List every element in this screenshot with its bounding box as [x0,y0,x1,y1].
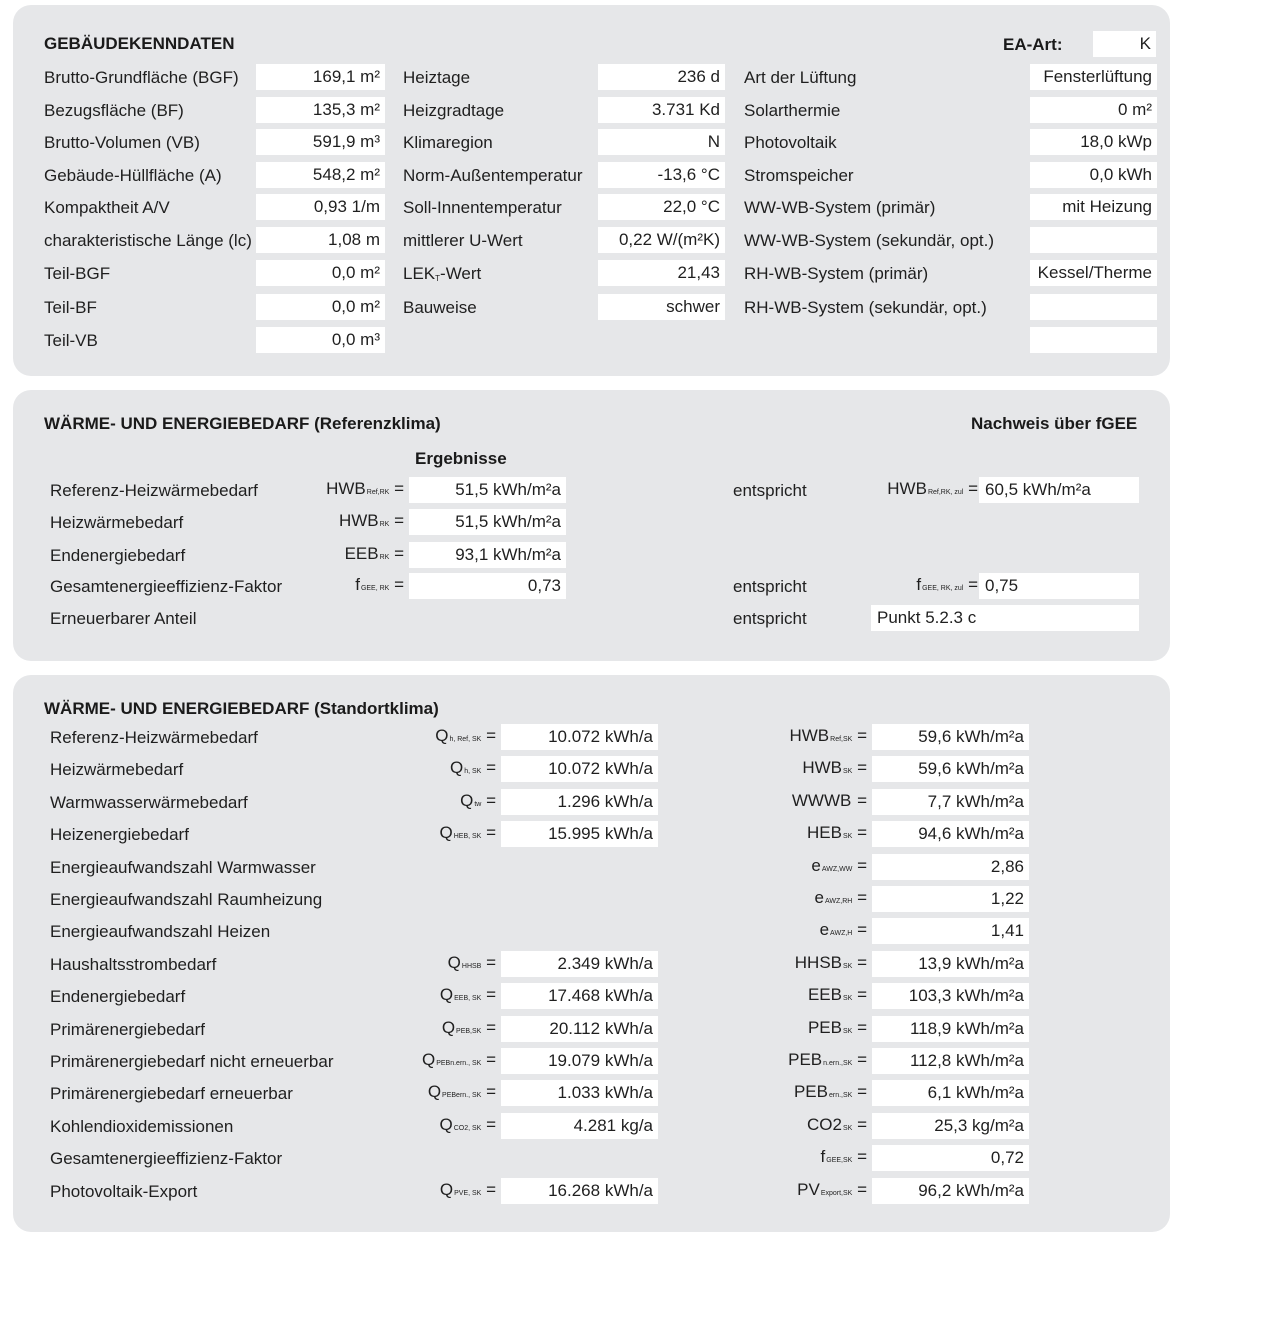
standort-s-value-11: 6,1 kWh/m²a [872,1080,1029,1106]
referenz-symbol-0 [260,475,404,506]
standort-s-symbol-3-equals: = [852,823,867,843]
gebaeude-label-2: Brutto-Volumen (VB) [44,133,200,152]
standort-s-symbol-5-sub: AWZ,RH [824,898,853,905]
gebaeude-col3-value-3: 0,0 kWh [1030,162,1157,188]
gebaeude-col2-value-5: 0,22 W/(m²K) [598,227,725,253]
standort-s-value-2: 7,7 kWh/m²a [872,789,1029,815]
standort-s-symbol-14-main: PV [797,1179,820,1199]
standort-q-symbol-7-main: Q [447,952,461,972]
gebaeude-value-2: 591,9 m³ [256,129,385,155]
standort-s-symbol-5 [717,884,867,915]
standort-s-symbol-0-equals: = [852,726,867,745]
referenz-symbol-2-sub: RK [379,554,390,561]
gebaeude-col3-label-4: WW-WB-System (primär) [744,198,936,217]
gebaeude-label-0: Brutto-Grundfläche (BGF) [44,68,239,87]
standort-q-value-10: 19.079 kWh/a [501,1048,658,1074]
standort-q-symbol-10-equals: = [481,1050,496,1069]
gebaeude-col3-label-7: RH-WB-System (sekundär, opt.) [744,298,987,317]
gebaeude-col2-value-6: 21,43 [598,260,725,286]
standort-s-value-10: 112,8 kWh/m²a [872,1048,1029,1074]
standort-q-value-1: 10.072 kWh/a [501,756,658,782]
standort-s-symbol-10 [717,1046,867,1077]
referenz-symbol-1-equals: = [389,511,404,530]
referenz-right-value-3: 0,75 [979,573,1139,599]
gebaeudekenndaten-title: GEBÄUDEKENNDATEN [44,34,235,53]
standort-q-symbol-0-equals: = [481,726,496,745]
gebaeude-col3-value-6: Kessel/Therme [1030,260,1157,286]
referenz-value-0: 51,5 kWh/m²a [409,477,566,503]
gebaeude-col3-value-1: 0 m² [1030,97,1157,123]
standort-s-symbol-4-sub: AWZ,WW [821,865,853,873]
referenz-label-4: Erneuerbarer Anteil [50,609,197,628]
gebaeude-col3-value-2: 18,0 kWp [1030,129,1157,155]
referenz-right-label-0: entspricht [733,481,807,500]
gebaeude-col2-label-2: Klimaregion [403,133,493,152]
gebaeude-col3-value-0: Fensterlüftung [1030,64,1157,90]
referenz-right-symbol-0-sub: Ref,RK, zul [927,489,964,496]
standort-q-value-14: 16.268 kWh/a [501,1178,658,1204]
standort-s-symbol-6-main: e [819,920,830,940]
standort-q-symbol-3-sub: HEB, SK [453,833,482,841]
standort-s-value-13: 0,72 [872,1145,1029,1171]
standort-s-symbol-11-sub: ern.,SK [828,1092,853,1100]
standort-q-symbol-8-sub: EEB, SK [454,995,482,1003]
gebaeude-col2-label-7: Bauweise [403,298,477,317]
standort-q-symbol-1 [345,754,496,785]
standort-label-10: Primärenergiebedarf nicht erneuerbar [50,1052,334,1071]
standort-q-symbol-0-sub: h, Ref, SK [449,736,482,743]
standort-s-symbol-9-main: PEB [807,1017,842,1037]
standort-q-symbol-2-sub: tw [474,800,482,808]
standort-label-1: Heizwärmebedarf [50,760,184,780]
standort-q-symbol-2 [345,787,496,818]
standort-q-symbol-14 [345,1176,496,1207]
standort-q-symbol-1-equals: = [481,758,496,778]
standort-s-symbol-6-sub: AWZ,H [830,930,853,938]
standort-s-value-7: 13,9 kWh/m²a [872,951,1029,977]
gebaeude-label-4: Kompaktheit A/V [44,198,170,217]
gebaeude-value-6: 0,0 m² [256,260,385,286]
standort-q-symbol-10-main: Q [421,1050,436,1069]
standort-s-symbol-8 [717,981,867,1012]
standort-s-symbol-0 [717,722,867,753]
standort-q-symbol-3-main: Q [439,823,453,843]
referenz-symbol-3 [260,571,404,602]
gebaeude-label-8: Teil-VB [44,331,98,350]
gebaeude-col2-value-3: -13,6 °C [598,162,725,188]
referenz-symbol-3-equals: = [389,575,404,594]
gebaeude-col2-value-1: 3.731 Kd [598,97,725,123]
gebaeude-value-8: 0,0 m³ [256,327,385,353]
standort-s-symbol-12-main: CO2 [807,1114,842,1134]
referenz-right-label-4: entspricht [733,609,807,628]
referenz-symbol-2 [260,540,404,571]
standort-s-symbol-12-equals: = [852,1114,867,1134]
standort-s-symbol-4-main: e [811,855,821,875]
standort-s-symbol-10-equals: = [852,1050,867,1069]
standort-q-symbol-11-sub: PEBern., SK [442,1092,482,1100]
referenz-right-value-0: 60,5 kWh/m²a [979,477,1139,503]
standort-s-symbol-6-equals: = [852,920,867,940]
standort-q-symbol-12-equals: = [481,1114,496,1134]
gebaeude-col3-label-6: RH-WB-System (primär) [744,264,929,283]
standort-q-symbol-11-main: Q [427,1082,442,1102]
standort-s-symbol-12-sub: SK [843,1124,853,1132]
standort-s-symbol-1-sub: SK [843,768,853,776]
referenz-symbol-2-main: EEB [344,544,379,563]
standort-q-symbol-14-main: Q [439,1179,454,1199]
standort-label-0: Referenz-Heizwärmebedarf [50,728,258,747]
standort-q-symbol-12-sub: CO2, SK [453,1124,482,1132]
referenz-label-0: Referenz-Heizwärmebedarf [50,481,258,500]
gebaeude-value-3: 548,2 m² [256,162,385,188]
standort-s-symbol-9 [717,1014,867,1045]
referenz-symbol-2-equals: = [389,544,404,563]
standortklima-title: WÄRME- UND ENERGIEBEDARF (Standortklima) [44,699,439,718]
gebaeude-value-1: 135,3 m² [256,97,385,123]
referenz-value-1: 51,5 kWh/m²a [409,509,566,535]
standort-q-symbol-8 [345,981,496,1012]
gebaeude-col3-label-1: Solarthermie [744,101,841,120]
referenz-label-2: Endenergiebedarf [50,546,186,565]
standort-s-symbol-10-main: PEB [788,1050,823,1069]
standort-s-symbol-4 [717,852,867,883]
standort-s-symbol-5-equals: = [852,888,867,907]
standort-s-symbol-14 [717,1176,867,1207]
standort-s-symbol-0-main: HWB [789,726,830,745]
gebaeude-col3-label-2: Photovoltaik [744,133,837,152]
standort-q-symbol-14-equals: = [481,1179,496,1199]
standort-q-symbol-1-main: Q [449,758,464,778]
gebaeude-col3-label-3: Stromspeicher [744,166,854,185]
standort-q-value-0: 10.072 kWh/a [501,724,658,750]
standort-q-symbol-11 [345,1078,496,1109]
referenz-label-3: Gesamtenergieeffizienz-Faktor [50,577,283,596]
standort-s-symbol-8-main: EEB [807,985,842,1005]
referenz-right-symbol-0 [840,475,978,506]
standort-q-symbol-2-main: Q [460,790,474,810]
standort-s-symbol-13-equals: = [852,1147,867,1167]
gebaeude-col2-value-2: N [598,129,725,155]
standort-s-symbol-5-main: e [814,888,824,907]
standort-label-8: Endenergiebedarf [50,987,186,1007]
standort-s-symbol-10-sub: n.ern.,SK [823,1060,853,1067]
standort-q-symbol-2-equals: = [481,790,496,810]
standort-q-symbol-0-main: Q [435,726,449,745]
standort-q-symbol-12 [345,1111,496,1142]
lekt-rest: -Wert [440,264,482,283]
standort-q-value-2: 1.296 kWh/a [501,789,658,815]
standort-q-symbol-9-main: Q [441,1017,456,1037]
standort-label-14: Photovoltaik-Export [50,1181,198,1201]
ea-art-value: K [1093,31,1156,57]
standort-s-symbol-14-equals: = [852,1179,867,1199]
standort-q-symbol-7-sub: HHSB [461,962,482,970]
gebaeude-value-4: 0,93 1/m [256,194,385,220]
standort-label-7: Haushaltsstrombedarf [50,954,217,974]
standort-s-value-14: 96,2 kWh/m²a [872,1178,1029,1204]
standort-q-symbol-8-main: Q [439,985,454,1005]
gebaeude-col2-label-3: Norm-Außentemperatur [403,166,583,185]
standort-s-value-1: 59,6 kWh/m²a [872,756,1029,782]
standort-s-symbol-7 [717,949,867,980]
referenz-symbol-3-sub: GEE, RK [360,585,390,592]
gebaeude-col3-value-4: mit Heizung [1030,194,1157,220]
standort-s-symbol-3 [717,819,867,850]
standort-s-symbol-12 [717,1111,867,1142]
standort-s-symbol-9-sub: SK [843,1027,853,1035]
standort-s-symbol-2-main: WWWB [791,790,852,810]
standort-s-symbol-11-equals: = [852,1082,867,1102]
standort-s-symbol-13-main: f [820,1147,826,1167]
standort-s-symbol-7-equals: = [852,952,867,972]
standort-q-value-9: 20.112 kWh/a [501,1016,658,1042]
referenz-symbol-3-main: f [355,575,360,594]
gebaeude-col2-label-6 [403,260,481,292]
standort-s-symbol-13 [717,1143,867,1174]
ergebnisse-heading: Ergebnisse [415,449,507,468]
standort-s-symbol-11 [717,1078,867,1109]
gebaeude-label-3: Gebäude-Hüllfläche (A) [44,166,222,185]
gebaeude-label-7: Teil-BF [44,298,97,317]
standort-s-symbol-1-equals: = [852,758,867,778]
standort-label-6: Energieaufwandszahl Heizen [50,922,271,942]
nachweis-label: Nachweis über fGEE [971,414,1138,433]
standort-q-symbol-8-equals: = [481,985,496,1005]
gebaeude-col3-value-7 [1030,294,1157,320]
standort-s-value-9: 118,9 kWh/m²a [872,1016,1029,1042]
standort-q-value-3: 15.995 kWh/a [501,821,658,847]
gebaeude-col2-value-0: 236 d [598,64,725,90]
gebaeude-col3-value-8 [1030,327,1157,353]
referenz-right-symbol-0-equals: = [963,479,978,498]
standort-q-symbol-9 [345,1014,496,1045]
standort-s-symbol-11-main: PEB [793,1082,828,1102]
standort-s-symbol-13-sub: GEE,SK [826,1157,853,1165]
referenz-label-1: Heizwärmebedarf [50,513,184,532]
standort-s-value-5: 1,22 [872,886,1029,912]
gebaeude-col2-label-0: Heiztage [403,68,471,87]
standort-s-symbol-3-sub: SK [843,833,853,841]
standort-s-symbol-6 [717,916,867,947]
gebaeude-col3-value-5 [1030,227,1157,253]
standort-s-value-3: 94,6 kWh/m²a [872,821,1029,847]
standort-s-symbol-8-sub: SK [843,995,853,1003]
standort-s-value-0: 59,6 kWh/m²a [872,724,1029,750]
standort-s-symbol-7-main: HHSB [794,952,842,972]
gebaeude-col2-label-1: Heizgradtage [403,101,505,120]
gebaeude-label-1: Bezugsfläche (BF) [44,101,184,120]
standort-s-symbol-1 [717,754,867,785]
standort-q-symbol-10 [345,1046,496,1077]
standort-label-2: Warmwasserwärmebedarf [50,792,248,812]
gebaeude-label-5: charakteristische Länge (lc) [44,231,252,250]
standort-s-symbol-2 [717,787,867,818]
standort-label-5: Energieaufwandszahl Raumheizung [50,890,323,909]
standort-s-symbol-1-main: HWB [802,758,842,778]
referenz-right-symbol-3-main: f [916,575,922,594]
referenz-right-label-3: entspricht [733,577,807,596]
standort-s-value-6: 1,41 [872,918,1029,944]
referenz-symbol-0-sub: Ref,RK [366,489,390,496]
standort-q-symbol-9-sub: PEB,SK [456,1027,482,1035]
standort-q-value-8: 17.468 kWh/a [501,983,658,1009]
standort-label-9: Primärenergiebedarf [50,1019,205,1039]
referenz-value-3: 0,73 [409,573,566,599]
standort-q-symbol-7-equals: = [481,952,496,972]
referenz-symbol-1 [260,507,404,538]
referenzklima-title: WÄRME- UND ENERGIEBEDARF (Referenzklima) [44,414,441,433]
standort-s-symbol-7-sub: SK [843,962,853,970]
standort-label-3: Heizenergiebedarf [50,825,189,845]
referenz-symbol-0-equals: = [389,479,404,498]
gebaeudekenndaten-panel [13,5,1170,376]
standort-q-symbol-12-main: Q [439,1114,453,1134]
standort-s-value-4: 2,86 [872,854,1029,880]
referenz-right-symbol-3-sub: GEE, RK, zul [922,585,964,592]
gebaeude-value-0: 169,1 m² [256,64,385,90]
lekt-main: LEK [403,264,436,283]
standort-label-11: Primärenergiebedarf erneuerbar [50,1084,293,1104]
referenz-symbol-0-main: HWB [326,479,366,498]
gebaeude-value-5: 1,08 m [256,227,385,253]
standort-q-value-12: 4.281 kg/a [501,1113,658,1139]
standort-s-symbol-14-sub: Export,SK [820,1189,853,1197]
standort-s-symbol-9-equals: = [852,1017,867,1037]
standort-q-symbol-0 [345,722,496,753]
standort-q-symbol-7 [345,949,496,980]
standort-q-symbol-1-sub: h, SK [464,768,482,776]
referenz-right-symbol-3 [840,571,978,602]
gebaeude-col2-value-7: schwer [598,294,725,320]
standort-s-value-12: 25,3 kg/m²a [872,1113,1029,1139]
standort-s-symbol-8-equals: = [852,985,867,1005]
referenz-right-symbol-3-equals: = [963,575,978,594]
referenz-symbol-1-sub: RK [379,521,390,528]
standort-q-symbol-14-sub: PVE, SK [454,1189,482,1197]
standort-q-symbol-11-equals: = [481,1082,496,1102]
standort-s-symbol-3-main: HEB [807,823,842,843]
referenz-right-value-4: Punkt 5.2.3 c [871,605,1139,631]
gebaeude-col3-label-0: Art der Lüftung [744,68,857,87]
gebaeude-col2-value-4: 22,0 °C [598,194,725,220]
gebaeude-col2-label-4: Soll-Innentemperatur [403,198,562,217]
gebaeude-col3-label-5: WW-WB-System (sekundär, opt.) [744,231,995,250]
standort-s-symbol-4-equals: = [852,855,867,875]
standort-label-4: Energieaufwandszahl Warmwasser [50,857,316,877]
ea-art-label: EA-Art: [1003,35,1063,54]
standort-label-13: Gesamtenergieeffizienz-Faktor [50,1149,283,1169]
referenz-symbol-1-main: HWB [338,511,379,530]
standort-q-symbol-10-sub: PEBn.ern., SK [436,1060,482,1067]
standort-q-symbol-3 [345,819,496,850]
referenz-right-symbol-0-main: HWB [887,479,927,498]
gebaeude-col2-label-5: mittlerer U-Wert [403,231,523,250]
standort-q-symbol-3-equals: = [481,823,496,843]
lekt-sub: T [435,274,441,283]
gebaeude-label-6: Teil-BGF [44,264,111,283]
standort-q-value-7: 2.349 kWh/a [501,951,658,977]
standort-s-value-8: 103,3 kWh/m²a [872,983,1029,1009]
standort-label-12: Kohlendioxidemissionen [50,1116,234,1136]
gebaeude-value-7: 0,0 m² [256,294,385,320]
standort-q-symbol-9-equals: = [481,1017,496,1037]
standort-s-symbol-0-sub: Ref,SK [830,736,853,743]
standort-q-value-11: 1.033 kWh/a [501,1080,658,1106]
standort-s-symbol-2-equals: = [852,790,867,810]
referenz-value-2: 93,1 kWh/m²a [409,542,566,568]
